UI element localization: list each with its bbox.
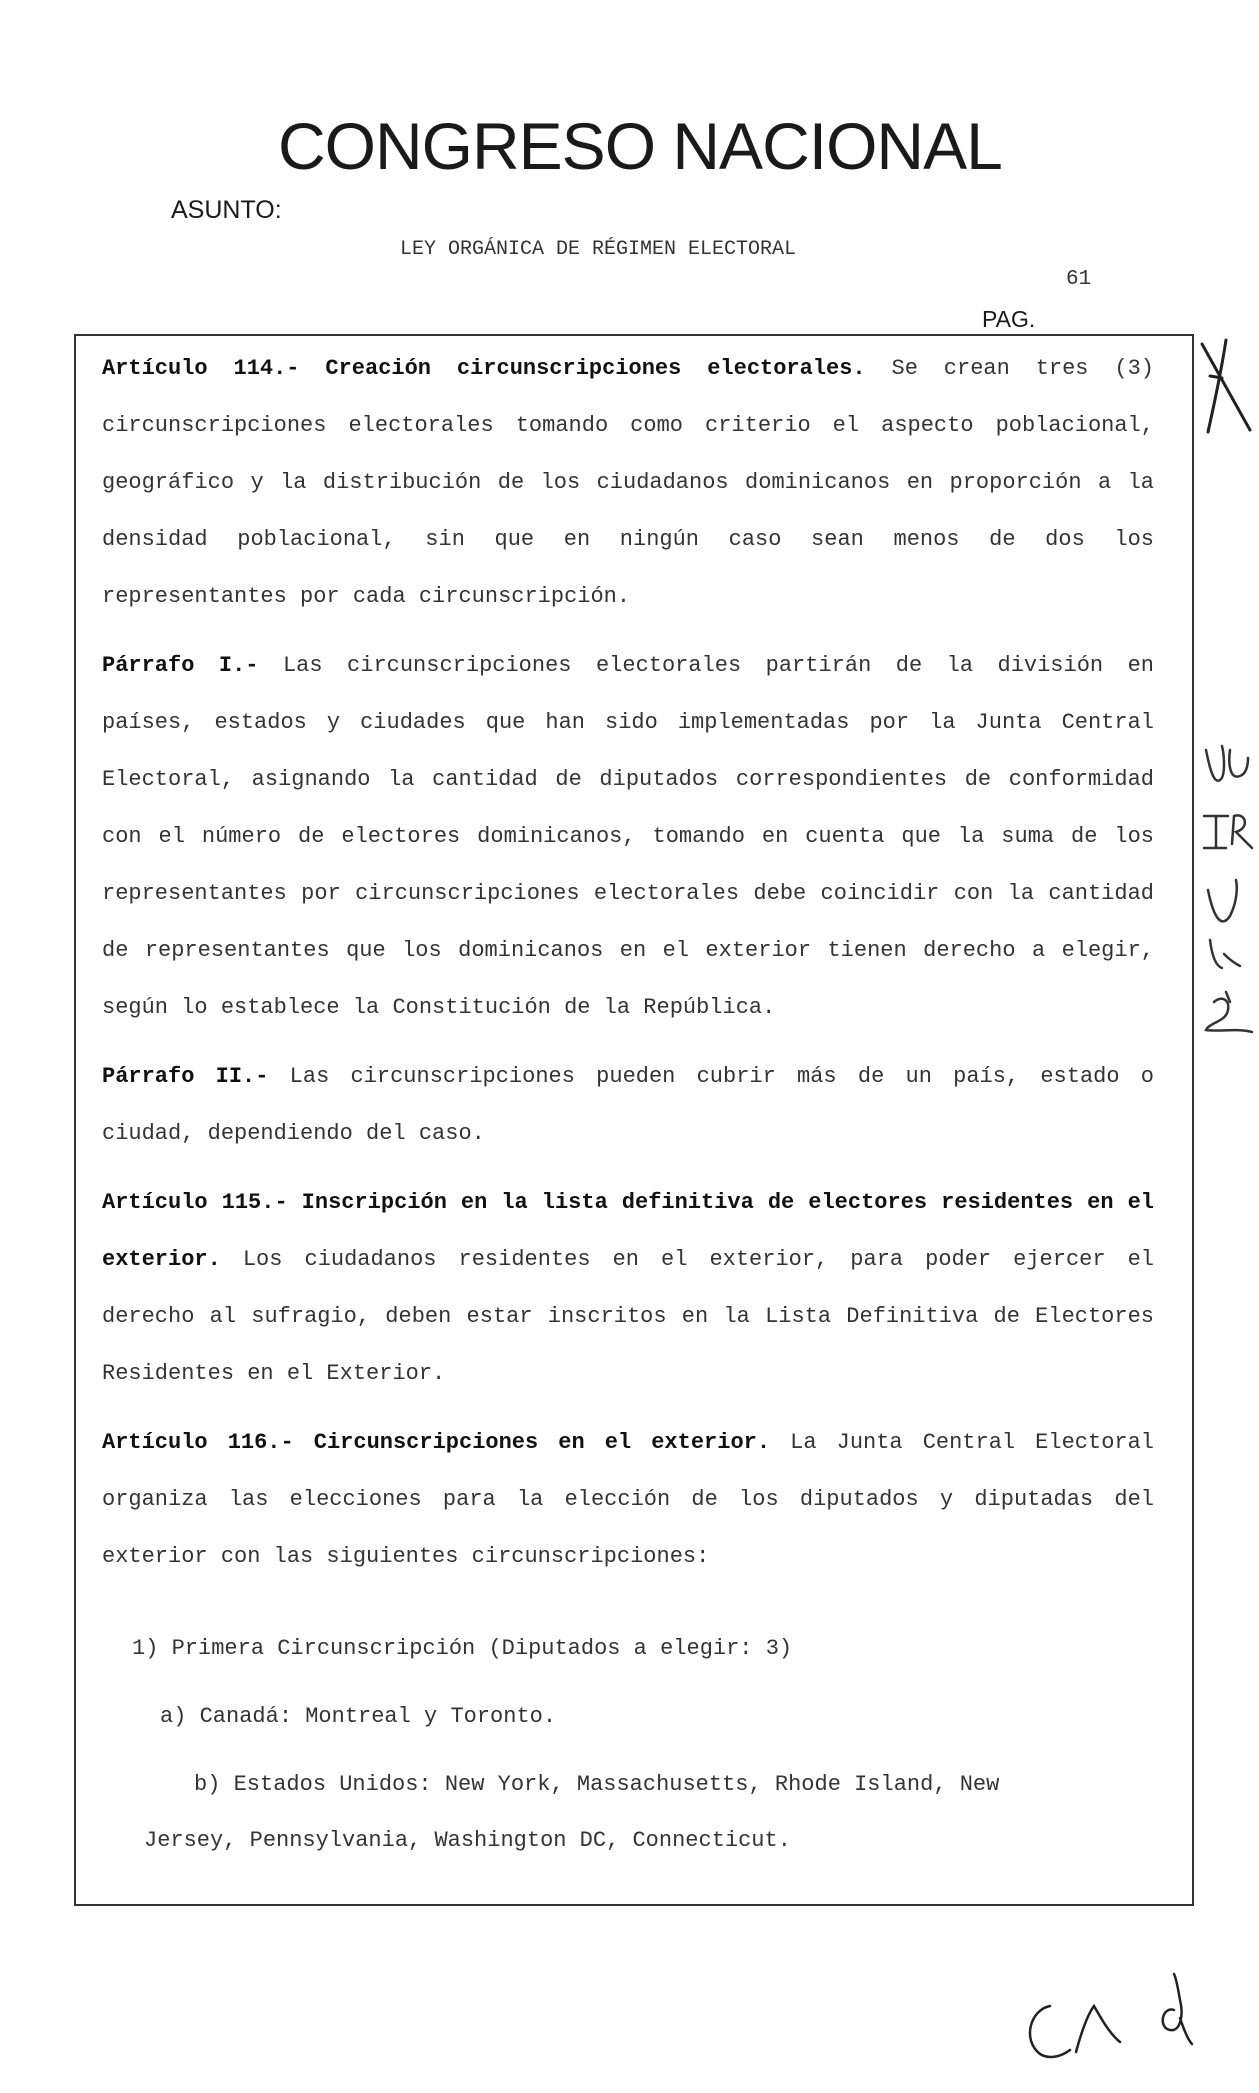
article-115-heading: Artículo 115.- Inscripción en la lista definitiva de electores residentes en el exterior.	[102, 1190, 1154, 1272]
list-item-b	[144, 1757, 1154, 1869]
article-114-text: Se crean tres (3) circunscripciones electorales tomando como criterio el aspecto poblacional, geográfico y la distribución de los ciudadanos dominicanos en proporción a la densidad poblacional, sin que en ningún caso sean menos de dos los representantes por cada circunscripción.	[102, 356, 1154, 609]
document-body	[102, 340, 1154, 1869]
paragraph-1-heading: Párrafo I.-	[102, 653, 259, 678]
page-number: 61	[1066, 268, 1092, 291]
article-116-text: La Junta Central Electoral organiza las elecciones para la elección de los diputados y diputadas del exterior con las siguientes circunscripciones:	[102, 1430, 1154, 1569]
list-item-b-line1: b) Estados Unidos: New York, Massachusetts, Rhode Island, New	[194, 1772, 1000, 1797]
list-item-a: a) Canadá: Montreal y Toronto.	[160, 1704, 557, 1729]
paragraph-2	[102, 1048, 1154, 1162]
paragraph-2-text: Las circunscripciones pueden cubrir más de un país, estado o ciudad, dependiendo del caso.	[102, 1064, 1154, 1146]
handwritten-initials	[1200, 740, 1258, 1060]
document-subject: LEY ORGÁNICA DE RÉGIMEN ELECTORAL	[400, 238, 797, 261]
paragraph-2-heading: Párrafo II.-	[102, 1064, 269, 1089]
handwritten-signature	[1010, 1970, 1210, 2070]
article-115-text: Los ciudadanos residentes en el exterior, para poder ejercer el derecho al sufragio, deben estar inscritos en la Lista Definitiva de Electores Residentes en el Exterior.	[102, 1247, 1154, 1386]
pag-label: PAG.	[982, 306, 1036, 332]
article-116-heading: Artículo 116.- Circunscripciones en el exterior.	[102, 1430, 771, 1455]
page-heading: CONGRESO NACIONAL	[278, 109, 1002, 183]
handwritten-x-mark	[1196, 336, 1256, 436]
paragraph-1-text: Las circunscripciones electorales partirán de la división en países, estados y ciudades que han sido implementadas por la Junta Central Electoral, asignando la cantidad de diputados correspondientes de conformidad con el número de electores dominicanos, tomando en cuenta que la suma de los representantes por circunscripciones electorales debe coincidir con la cantidad de representantes que los dominicanos en el exterior tienen derecho a elegir, según lo establece la Constitución de la República.	[102, 653, 1154, 1020]
asunto-label: ASUNTO:	[171, 196, 282, 224]
list-item-1: 1) Primera Circunscripción (Diputados a elegir: 3)	[132, 1636, 793, 1661]
circumscription-list	[102, 1621, 1154, 1869]
article-116	[102, 1414, 1154, 1585]
list-item-b-line2: Jersey, Pennsylvania, Washington DC, Connecticut.	[144, 1828, 791, 1853]
article-114-heading: Artículo 114.- Creación circunscripciones electorales.	[102, 356, 866, 381]
paragraph-1	[102, 637, 1154, 1036]
article-114	[102, 340, 1154, 625]
article-115	[102, 1174, 1154, 1402]
